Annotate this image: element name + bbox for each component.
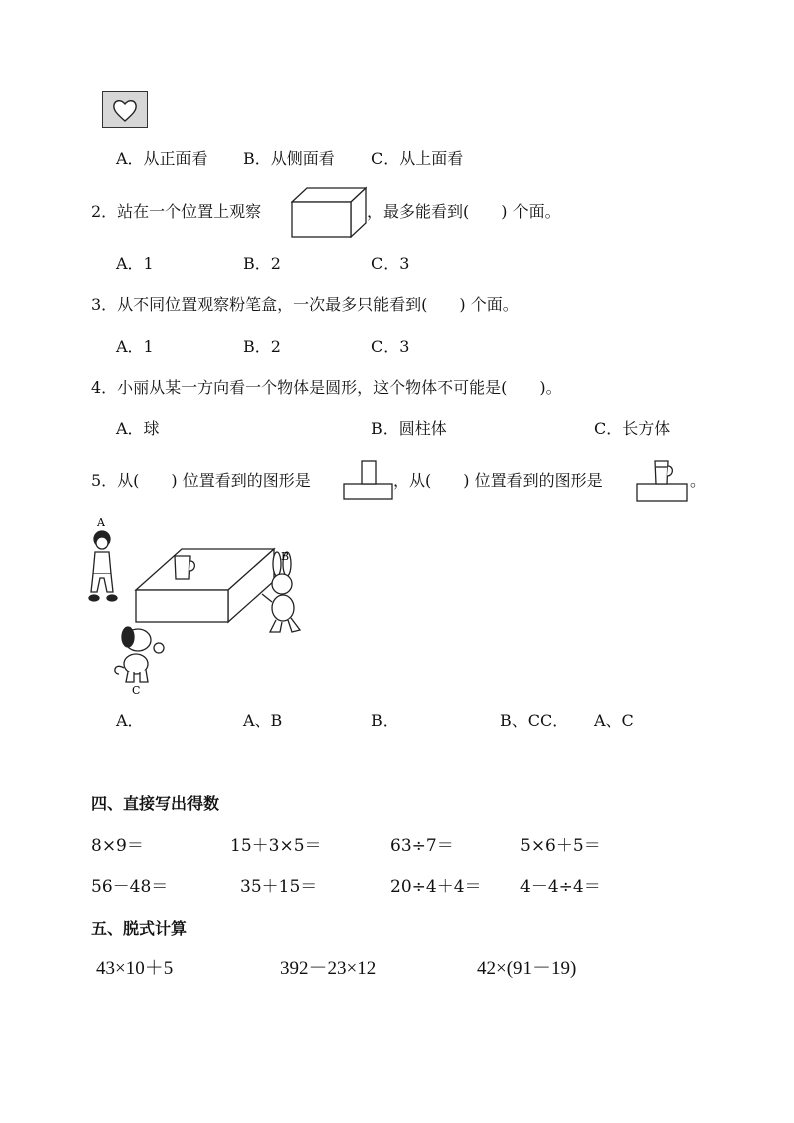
q3-option-a[interactable]: A．1 [116,337,154,356]
q1-option-c[interactable]: C．从上面看 [371,149,464,168]
q2-text-after: ，最多能看到( ) 个面。 [367,202,561,221]
q2-text-before: 2．站在一个位置上观察 [91,202,262,221]
q4-option-b[interactable]: B．圆柱体 [371,419,447,438]
section5-title: 五、脱式计算 [91,919,188,938]
q5-option-3[interactable]: B． [371,711,399,730]
q5-option-4[interactable]: B、CC． [500,711,569,730]
cuboid-figure [291,186,367,238]
oral-calc-4: 5×6＋5＝ [520,836,601,856]
q5-option-2[interactable]: A、B [243,711,283,730]
q5-text-part1: 5．从( ) 位置看到的图形是 [91,471,311,490]
step-calc-1: 43×10＋5 [96,958,174,979]
oral-calc-6: 35＋15＝ [240,877,318,897]
q5-text-part3: 。 [690,471,707,490]
step-calc-3: 42×(91－19) [477,958,577,979]
oral-calc-8: 4－4÷4＝ [520,877,601,897]
oral-calc-1: 8×9＝ [91,836,144,856]
q1-option-a[interactable]: A．从正面看 [116,149,208,168]
view-figure-1 [343,458,393,500]
scene-label-b: B [281,550,290,563]
section4-title: 四、直接写出得数 [91,794,220,813]
q1-figure [102,91,148,128]
q3-option-c[interactable]: C．3 [371,337,410,356]
step-calc-2: 392－23×12 [280,958,377,979]
view-figure-2 [636,458,688,502]
q3-option-b[interactable]: B．2 [243,337,281,356]
q5-option-1[interactable]: A． [116,711,144,730]
oral-calc-7: 20÷4＋4＝ [390,877,482,897]
oral-calc-2: 15＋3×5＝ [230,836,322,856]
scene-label-c: C [132,684,141,697]
oral-calc-3: 63÷7＝ [390,836,454,856]
q5-text-part2: ，从( ) 位置看到的图形是 [393,471,603,490]
heart-icon [103,92,147,127]
q4-text: 4．小丽从某一方向看一个物体是圆形，这个物体不可能是( )。 [91,378,562,397]
oral-calc-5: 56－48＝ [91,877,169,897]
q2-option-c[interactable]: C．3 [371,254,410,273]
q4-option-c[interactable]: C．长方体 [594,419,671,438]
q2-option-b[interactable]: B．2 [243,254,281,273]
observation-scene [84,512,304,698]
q1-option-b[interactable]: B．从侧面看 [243,149,335,168]
scene-label-a: A [97,516,105,529]
q5-option-5[interactable]: A、C [594,711,634,730]
q2-option-a[interactable]: A．1 [116,254,154,273]
q4-option-a[interactable]: A．球 [116,419,160,438]
q3-text: 3．从不同位置观察粉笔盒，一次最多只能看到( ) 个面。 [91,295,519,314]
